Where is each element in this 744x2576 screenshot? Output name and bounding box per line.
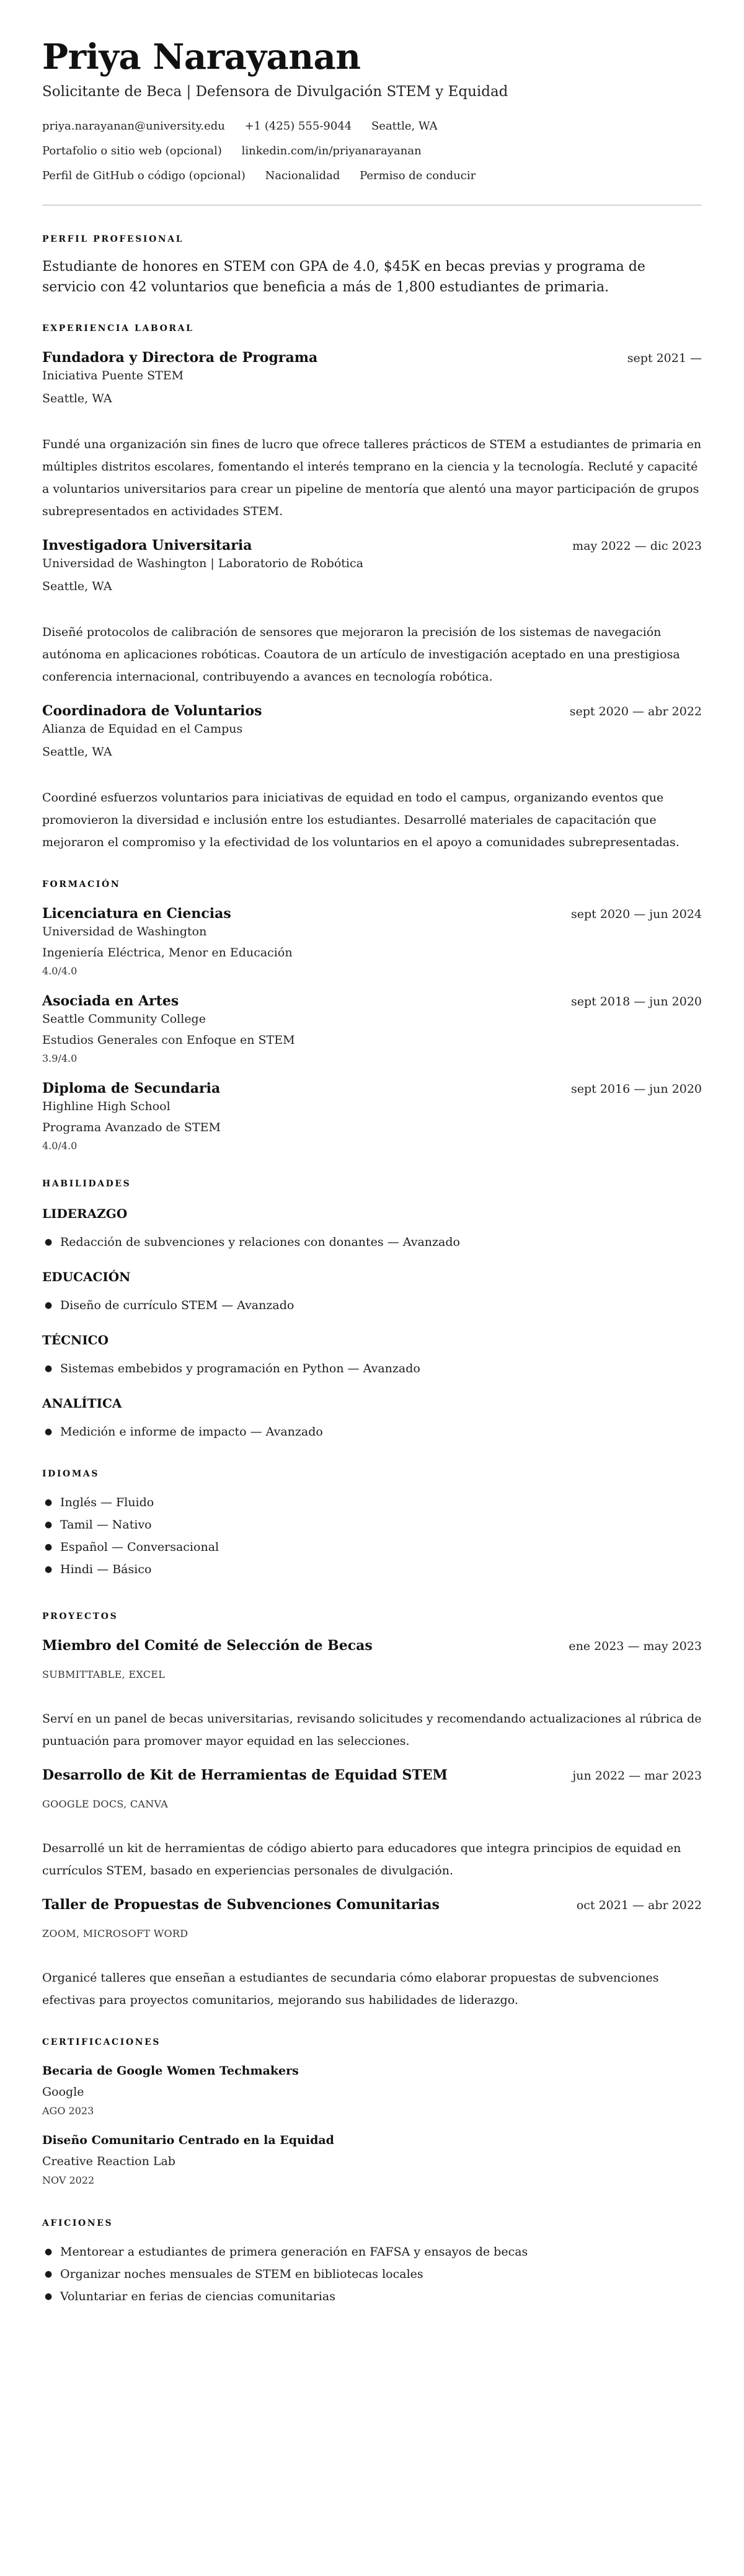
portfolio-link[interactable]: Portafolio o sitio web (opcional) bbox=[42, 144, 222, 157]
gpa: 4.0/4.0 bbox=[42, 1140, 78, 1152]
skill-category-name: TÉCNICO bbox=[42, 1333, 109, 1348]
language-item bbox=[42, 1491, 702, 1514]
contact-info bbox=[42, 114, 702, 188]
degree-title: Asociada en Artes bbox=[42, 993, 179, 1009]
skill-category-name: LIDERAZGO bbox=[42, 1206, 128, 1221]
project-dates: jun 2022 — mar 2023 bbox=[572, 1769, 702, 1783]
section-title: PERFIL PROFESIONAL bbox=[42, 234, 184, 244]
job-description: Coordiné esfuerzos voluntarios para iniciativas de equidad en todo el campus, organizando eventos que promovieron la diversidad e inclusión entre los estudiantes. Desarrollé materiales de capacitación que mejoraron el compromiso y la efectividad de los voluntarios en el apoyo a comunidades subrepresentadas. bbox=[42, 791, 680, 849]
skill-list bbox=[42, 1421, 702, 1443]
language-item bbox=[42, 1536, 702, 1558]
skill-text: Medición e informe de impacto — Avanzado bbox=[60, 1425, 323, 1439]
job-dates: may 2022 — dic 2023 bbox=[572, 539, 702, 553]
bullet-icon: ● bbox=[45, 1364, 53, 1374]
drivers-license: Permiso de conducir bbox=[360, 169, 476, 182]
section-title: FORMACIÓN bbox=[42, 880, 121, 889]
section-hobbies bbox=[42, 2217, 702, 2308]
language-text: Español — Conversacional bbox=[60, 1540, 219, 1554]
project-entry bbox=[42, 1636, 702, 1752]
contact-row bbox=[42, 164, 702, 188]
language-list bbox=[42, 1491, 702, 1581]
job-location: Seattle, WA bbox=[42, 580, 112, 593]
language-text: Inglés — Fluido bbox=[60, 1496, 154, 1509]
hobby-item bbox=[42, 2285, 702, 2308]
header-divider bbox=[42, 205, 702, 206]
project-title: Taller de Propuestas de Subvenciones Comunitarias bbox=[42, 1897, 440, 1913]
section-languages bbox=[42, 1468, 702, 1581]
certification-issuer: Google bbox=[42, 2085, 84, 2099]
section-projects bbox=[42, 1610, 702, 2011]
skill-item bbox=[42, 1231, 702, 1253]
project-dates: ene 2023 — may 2023 bbox=[569, 1639, 702, 1653]
github-link[interactable]: Perfil de GitHub o código (opcional) bbox=[42, 169, 246, 182]
job-title: Coordinadora de Voluntarios bbox=[42, 703, 262, 719]
section-title: HABILIDADES bbox=[42, 1179, 131, 1189]
education-entry bbox=[42, 904, 702, 978]
experience-entry bbox=[42, 536, 702, 688]
job-description: Diseñé protocolos de calibración de sensores que mejoraron la precisión de los sistemas de navegación autónoma en aplicaciones robóticas. Coautora de un artículo de investigación aceptado en una prestigiosa conferencia internacional, contribuyendo a avances en tecnología robótica. bbox=[42, 625, 680, 684]
school-name: Universidad de Washington bbox=[42, 925, 207, 938]
certification-entry bbox=[42, 2062, 702, 2118]
bullet-icon: ● bbox=[45, 1427, 53, 1437]
bullet-icon: ● bbox=[45, 2247, 53, 2257]
skill-item bbox=[42, 1357, 702, 1380]
phone-number: +1 (425) 555-9044 bbox=[244, 120, 352, 133]
section-title: PROYECTOS bbox=[42, 1612, 118, 1621]
section-experience bbox=[42, 322, 702, 854]
education-entry bbox=[42, 992, 702, 1065]
bullet-icon: ● bbox=[45, 1237, 53, 1247]
skill-category bbox=[42, 1395, 702, 1443]
degree-title: Diploma de Secundaria bbox=[42, 1080, 221, 1096]
nationality: Nacionalidad bbox=[265, 169, 340, 182]
job-organization: Iniciativa Puente STEM bbox=[42, 369, 184, 382]
location: Seattle, WA bbox=[371, 120, 438, 133]
bullet-icon: ● bbox=[45, 1542, 53, 1552]
project-title: Miembro del Comité de Selección de Becas bbox=[42, 1638, 373, 1654]
project-entry bbox=[42, 1766, 702, 1882]
skill-category-name: ANALÍTICA bbox=[42, 1396, 122, 1411]
skill-list bbox=[42, 1231, 702, 1253]
language-item bbox=[42, 1514, 702, 1536]
job-title: Investigadora Universitaria bbox=[42, 537, 252, 554]
experience-entry bbox=[42, 348, 702, 523]
certification-date: AGO 2023 bbox=[42, 2105, 94, 2117]
language-text: Hindi — Básico bbox=[60, 1563, 152, 1576]
bullet-icon: ● bbox=[45, 2291, 53, 2301]
contact-row bbox=[42, 139, 702, 164]
skill-text: Redacción de subvenciones y relaciones con donantes — Avanzado bbox=[60, 1235, 460, 1249]
skill-list bbox=[42, 1357, 702, 1380]
project-description: Desarrollé un kit de herramientas de código abierto para educadores que integra principios de equidad en currículos STEM, basado en experiencias personales de divulgación. bbox=[42, 1842, 681, 1877]
certification-title: Becaria de Google Women Techmakers bbox=[42, 2064, 299, 2078]
hobby-text: Organizar noches mensuales de STEM en bibliotecas locales bbox=[60, 2267, 423, 2281]
section-title: IDIOMAS bbox=[42, 1469, 100, 1479]
project-title: Desarrollo de Kit de Herramientas de Equidad STEM bbox=[42, 1767, 448, 1783]
project-description: Organicé talleres que enseñan a estudiantes de secundaria cómo elaborar propuestas de subvenciones efectivas para proyectos comunitarios, mejorando sus habilidades de liderazgo. bbox=[42, 1971, 659, 2007]
job-title: Fundadora y Directora de Programa bbox=[42, 350, 318, 366]
project-description: Serví en un panel de becas universitarias, revisando solicitudes y recomendando actualizaciones al rúbrica de puntuación para promover mayor equidad en las selecciones. bbox=[42, 1712, 702, 1748]
bullet-icon: ● bbox=[45, 2269, 53, 2279]
skill-item bbox=[42, 1421, 702, 1443]
hobby-text: Mentorear a estudiantes de primera generación en FAFSA y ensayos de becas bbox=[60, 2245, 528, 2259]
job-dates: sept 2020 — abr 2022 bbox=[569, 705, 702, 718]
job-organization: Alianza de Equidad en el Campus bbox=[42, 722, 243, 736]
experience-entry bbox=[42, 702, 702, 854]
linkedin-link[interactable]: linkedin.com/in/priyanarayanan bbox=[241, 144, 422, 157]
education-dates: sept 2018 — jun 2020 bbox=[570, 995, 702, 1008]
contact-row bbox=[42, 114, 702, 139]
job-location: Seattle, WA bbox=[42, 392, 112, 405]
education-entry bbox=[42, 1079, 702, 1153]
school-name: Seattle Community College bbox=[42, 1012, 206, 1026]
hobby-item bbox=[42, 2241, 702, 2263]
school-name: Highline High School bbox=[42, 1100, 170, 1113]
field-of-study: Programa Avanzado de STEM bbox=[42, 1121, 221, 1134]
project-dates: oct 2021 — abr 2022 bbox=[576, 1899, 702, 1912]
certification-title: Diseño Comunitario Centrado en la Equidad bbox=[42, 2133, 334, 2147]
skill-list bbox=[42, 1294, 702, 1317]
job-organization: Universidad de Washington | Laboratorio de Robótica bbox=[42, 557, 363, 570]
resume-header bbox=[42, 35, 702, 206]
section-education bbox=[42, 878, 702, 1153]
field-of-study: Ingeniería Eléctrica, Menor en Educación bbox=[42, 946, 293, 959]
email-link[interactable]: priya.narayanan@university.edu bbox=[42, 120, 225, 133]
skill-category bbox=[42, 1205, 702, 1253]
section-skills bbox=[42, 1178, 702, 1443]
project-entry bbox=[42, 1895, 702, 2011]
education-dates: sept 2020 — jun 2024 bbox=[570, 907, 702, 921]
section-title: CERTIFICACIONES bbox=[42, 2037, 161, 2047]
section-title: EXPERIENCIA LABORAL bbox=[42, 324, 194, 333]
skill-text: Diseño de currículo STEM — Avanzado bbox=[60, 1299, 294, 1312]
certification-date: NOV 2022 bbox=[42, 2174, 95, 2186]
hobby-item bbox=[42, 2263, 702, 2285]
bullet-icon: ● bbox=[45, 1564, 53, 1574]
section-certifications bbox=[42, 2036, 702, 2187]
hobby-text: Voluntariar en ferias de ciencias comunitarias bbox=[60, 2290, 335, 2303]
bullet-icon: ● bbox=[45, 1300, 53, 1310]
gpa: 4.0/4.0 bbox=[42, 965, 78, 977]
hobby-list bbox=[42, 2241, 702, 2308]
degree-title: Licenciatura en Ciencias bbox=[42, 906, 231, 922]
project-tech-stack: ZOOM, MICROSOFT WORD bbox=[42, 1928, 188, 1939]
language-item bbox=[42, 1558, 702, 1581]
skill-item bbox=[42, 1294, 702, 1317]
job-location: Seattle, WA bbox=[42, 745, 112, 759]
skill-text: Sistemas embebidos y programación en Python — Avanzado bbox=[60, 1362, 420, 1375]
certification-entry bbox=[42, 2132, 702, 2187]
skill-category-name: EDUCACIÓN bbox=[42, 1269, 131, 1284]
candidate-name: Priya Narayanan bbox=[42, 37, 361, 77]
bullet-icon: ● bbox=[45, 1520, 53, 1530]
skill-category bbox=[42, 1331, 702, 1380]
language-text: Tamil — Nativo bbox=[60, 1518, 152, 1532]
summary-text: Estudiante de honores en STEM con GPA de 4.0, $45K en becas previas y programa de servicio con 42 voluntarios que beneficia a más de 1,800 estudiantes de primaria. bbox=[42, 259, 645, 295]
project-tech-stack: SUBMITTABLE, EXCEL bbox=[42, 1669, 166, 1680]
candidate-headline: Solicitante de Beca | Defensora de Divulgación STEM y Equidad bbox=[42, 84, 508, 100]
job-dates: sept 2021 — bbox=[627, 351, 702, 365]
skill-category bbox=[42, 1268, 702, 1317]
field-of-study: Estudios Generales con Enfoque en STEM bbox=[42, 1033, 295, 1047]
gpa: 3.9/4.0 bbox=[42, 1052, 78, 1064]
bullet-icon: ● bbox=[45, 1498, 53, 1507]
section-summary bbox=[42, 233, 702, 298]
project-tech-stack: GOOGLE DOCS, CANVA bbox=[42, 1798, 169, 1810]
job-description: Fundé una organización sin fines de lucro que ofrece talleres prácticos de STEM a estudiantes de primaria en múltiples distritos escolares, fomentando el interés temprano en la ciencia y la tecnología. Recluté y capacité a voluntarios universitarios para crear un pipeline de mentoría que alentó una mayor participación de grupos subrepresentados en actividades STEM. bbox=[42, 438, 702, 518]
education-dates: sept 2016 — jun 2020 bbox=[570, 1082, 702, 1096]
certification-issuer: Creative Reaction Lab bbox=[42, 2155, 175, 2168]
section-title: AFICIONES bbox=[42, 2218, 113, 2228]
